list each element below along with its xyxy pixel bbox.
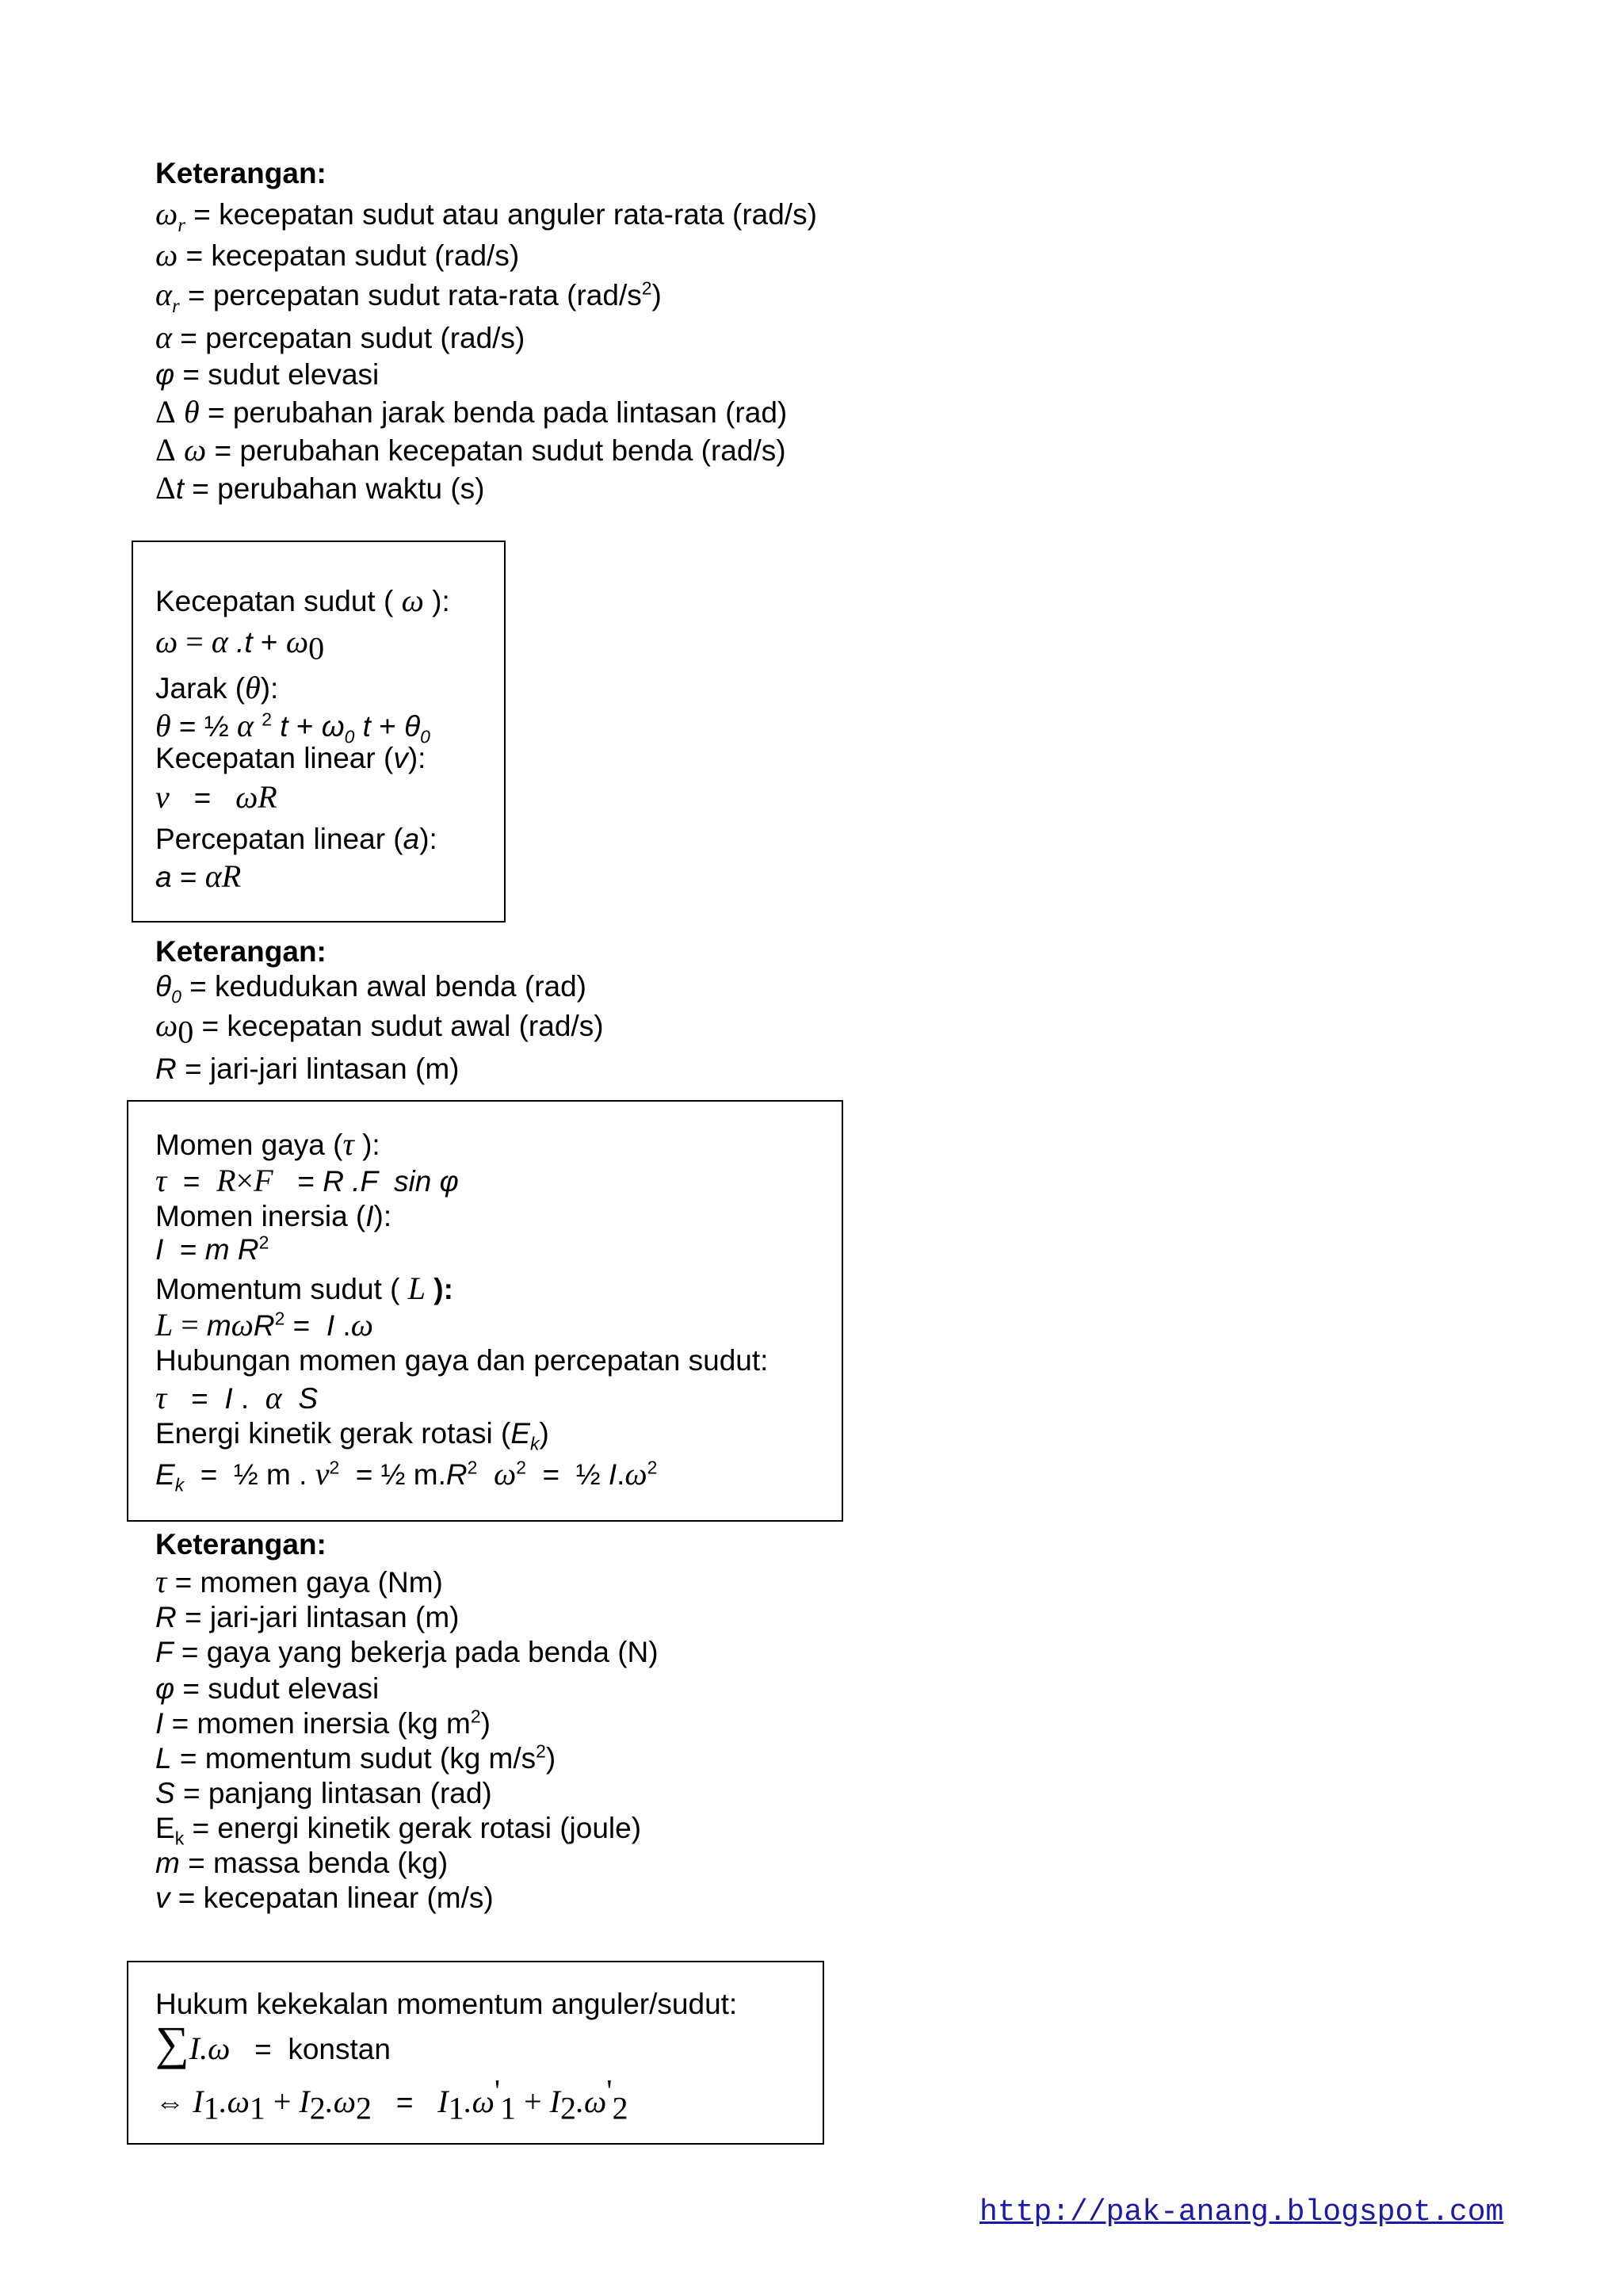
box2-tau-formula: τ = R×F = R .F sin φ xyxy=(155,1163,459,1198)
box3-sum-formula: ∑I.ω = konstan xyxy=(155,2017,391,2069)
def-delta-theta: Δ θ = perubahan jarak benda pada lintasan (rad) xyxy=(155,394,788,430)
def-omega: ω = kecepatan sudut (rad/s) xyxy=(155,237,520,273)
box2-momentum-sudut-label: Momentum sudut ( L ): xyxy=(155,1270,453,1306)
keterangan-heading-3: Keterangan: xyxy=(155,1528,327,1561)
box2-I-formula: I = m $R^2$ xyxy=(155,1232,269,1266)
box1-omega-formula: ω = α $.t + \omega_0$ xyxy=(155,624,325,667)
def-omega-r: $\omega_r$ = kecepatan sudut atau anguler rata-rata (rad/s) xyxy=(155,196,817,236)
box1-a-formula: a = αR xyxy=(155,858,242,894)
def-L: L = momentum sudut (kg $m/s^2$) xyxy=(155,1740,556,1775)
box2-tau-I-alpha-formula: τ = I . α S xyxy=(155,1380,318,1415)
def-R-2: R = jari-jari lintasan (m) xyxy=(155,1601,460,1633)
def-alpha-r: $\alpha_r$ = percepatan sudut rata-rata $(rad/s^2)$ xyxy=(155,277,662,317)
box3-title: Hukum kekekalan momentum anguler/sudut: xyxy=(155,1988,738,2020)
def-m: m = massa benda (kg) xyxy=(155,1847,449,1879)
box2-Ek-formula: $E_k$ = ½ m . $v^2$ = ½ $m.R^2$ $\omega^2$ = ½ $I.\omega^2$ xyxy=(155,1456,658,1496)
def-alpha: α = percepatan sudut (rad/s) xyxy=(155,319,525,355)
def-omega0: $\omega_0$ = kecepatan sudut awal (rad/s) xyxy=(155,1007,604,1050)
box2-momen-inersia-label: Momen inersia (I): xyxy=(155,1200,392,1232)
def-R: R = jari-jari lintasan (m) xyxy=(155,1052,460,1085)
box1-percepatan-linear-label: Percepatan linear (a): xyxy=(155,823,437,855)
def-tau: τ = momen gaya (Nm) xyxy=(155,1564,443,1599)
box1-jarak-label: Jarak (θ): xyxy=(155,670,279,705)
box3-conservation-formula: ⇔ $I_1.\omega_1 + I_2.\omega_2 = I_1.\omega'_1 + I_2.\omega'_2$ xyxy=(155,2073,628,2126)
box2-momen-gaya-label: Momen gaya (τ ): xyxy=(155,1126,380,1162)
box1-kecepatan-sudut-label: Kecepatan sudut ( ω ): xyxy=(155,583,450,618)
box1-kecepatan-linear-label: Kecepatan linear (v): xyxy=(155,742,426,774)
keterangan-heading-1: Keterangan: xyxy=(155,157,327,189)
box1-theta-formula: θ = ½ α $^2$ $t + \omega_0$ $t + \theta_0$ xyxy=(155,708,430,747)
def-delta-t: Δt = perubahan waktu (s) xyxy=(155,470,485,506)
box2-energi-kinetik-label: Energi kinetik gerak rotasi $(E_k)$ xyxy=(155,1417,549,1454)
def-S: S = panjang lintasan (rad) xyxy=(155,1777,492,1809)
keterangan-heading-2: Keterangan: xyxy=(155,935,327,968)
box1-v-formula: v = ωR xyxy=(155,779,277,815)
def-delta-omega: Δ ω = perubahan kecepatan sudut benda (rad/s) xyxy=(155,432,786,468)
def-phi: φ = sudut elevasi xyxy=(155,358,380,391)
def-theta0: $\theta_0$ = kedudukan awal benda (rad) xyxy=(155,970,586,1007)
def-phi-2: φ = sudut elevasi xyxy=(155,1672,380,1705)
box2-hubungan-label: Hubungan momen gaya dan percepatan sudut: xyxy=(155,1344,769,1377)
def-v: v = kecepatan linear (m/s) xyxy=(155,1881,494,1914)
box2-L-formula: L = mωR$^2$ = I .ω xyxy=(155,1307,373,1343)
def-I: I = momen inersia (kg $m^2$) xyxy=(155,1706,491,1740)
def-F: F = gaya yang bekerja pada benda (N) xyxy=(155,1636,659,1668)
footer-url-link[interactable]: http://pak-anang.blogspot.com xyxy=(980,2195,1504,2229)
def-Ek: $E_k$ = energi kinetik gerak rotasi (joule) xyxy=(155,1812,642,1849)
